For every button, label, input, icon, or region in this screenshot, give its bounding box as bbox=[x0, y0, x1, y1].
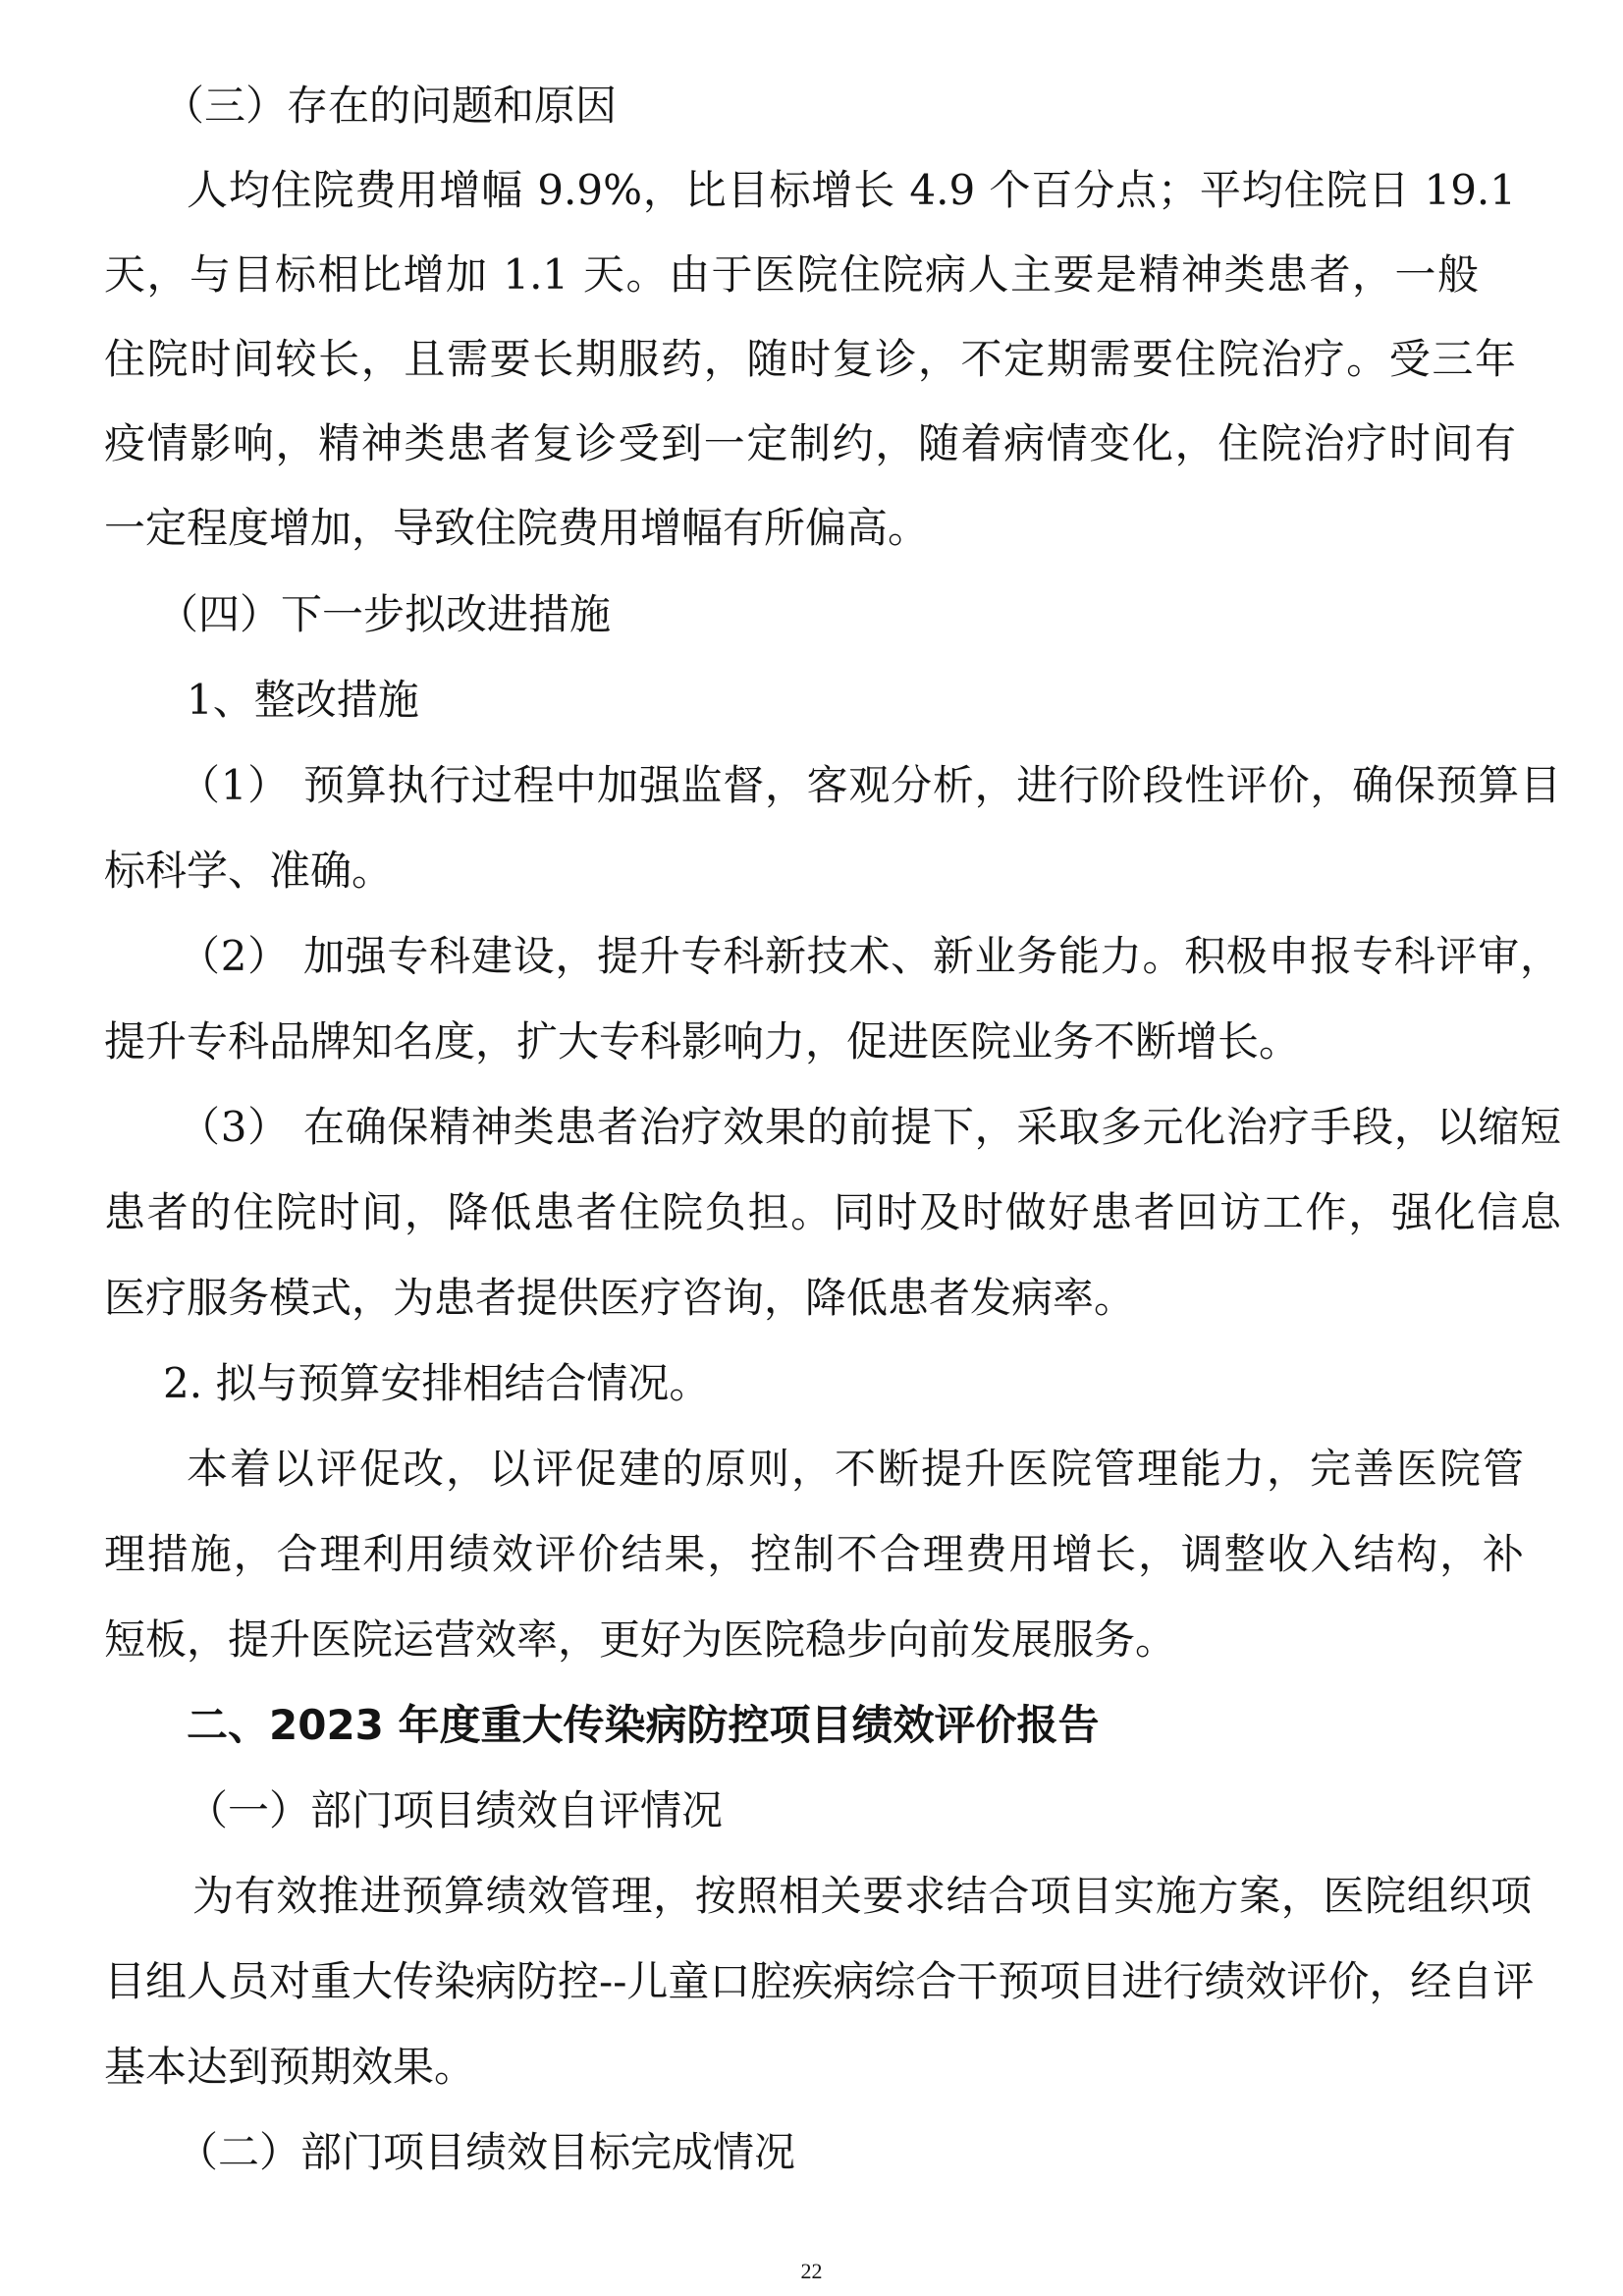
sub-one-heading: （一）部门项目绩效自评情况 bbox=[187, 1786, 724, 1834]
sub-heading-budget: 2. 拟与预算安排相结合情况。 bbox=[163, 1359, 711, 1407]
paragraph-line: 疫情影响，精神类患者复诊受到一定制约，随着病情变化，住院治疗时间有 bbox=[104, 419, 1516, 467]
part-two-title: 二、2023 年度重大传染病防控项目绩效评价报告 bbox=[187, 1701, 1100, 1749]
list-item-line: 标科学、准确。 bbox=[104, 847, 394, 895]
sub-two-heading: （二）部门项目绩效目标完成情况 bbox=[177, 2128, 796, 2176]
list-item-line: （2） 加强专科建设，提升专科新技术、新业务能力。积极申报专科评审， bbox=[179, 932, 1561, 980]
list-item-line: 提升专科品牌知名度，扩大专科影响力，促进医院业务不断增长。 bbox=[104, 1017, 1301, 1066]
list-item-line: （3） 在确保精神类患者治疗效果的前提下，采取多元化治疗手段，以缩短 bbox=[179, 1103, 1561, 1151]
paragraph-line: 基本达到预期效果。 bbox=[104, 2043, 476, 2091]
paragraph-line: 住院时间较长，且需要长期服药，随时复诊，不定期需要住院治疗。受三年 bbox=[104, 335, 1516, 383]
paragraph-line: 为有效推进预算绩效管理，按照相关要求结合项目实施方案，医院组织项 bbox=[192, 1872, 1532, 1920]
section-three-heading: （三）存在的问题和原因 bbox=[163, 82, 618, 130]
paragraph-line: 目组人员对重大传染病防控--儿童口腔疾病综合干预项目进行绩效评价，经自评 bbox=[104, 1957, 1535, 2005]
paragraph-line: 一定程度增加，导致住院费用增幅有所偏高。 bbox=[104, 504, 930, 552]
page-number: 22 bbox=[800, 2259, 823, 2283]
list-item-line: 医疗服务模式，为患者提供医疗咨询，降低患者发病率。 bbox=[104, 1274, 1136, 1322]
sub-heading-rectification: 1、整改措施 bbox=[187, 676, 419, 724]
section-four-heading: （四）下一步拟改进措施 bbox=[157, 590, 612, 638]
list-item-line: 患者的住院时间，降低患者住院负担。同时及时做好患者回访工作，强化信息 bbox=[104, 1188, 1561, 1236]
paragraph-line: 天，与目标相比增加 1.1 天。由于医院住院病人主要是精神类患者，一般 bbox=[104, 250, 1479, 299]
paragraph-line: 人均住院费用增幅 9.9%，比目标增长 4.9 个百分点；平均住院日 19.1 bbox=[187, 166, 1516, 214]
paragraph-line: 理措施，合理利用绩效评价结果，控制不合理费用增长，调整收入结构，补 bbox=[104, 1530, 1524, 1578]
list-item-line: （1） 预算执行过程中加强监督，客观分析，进行阶段性评价，确保预算目 bbox=[179, 761, 1561, 809]
paragraph-line: 本着以评促改，以评促建的原则，不断提升医院管理能力，完善医院管 bbox=[187, 1445, 1524, 1493]
paragraph-line: 短板，提升医院运营效率，更好为医院稳步向前发展服务。 bbox=[104, 1615, 1177, 1664]
